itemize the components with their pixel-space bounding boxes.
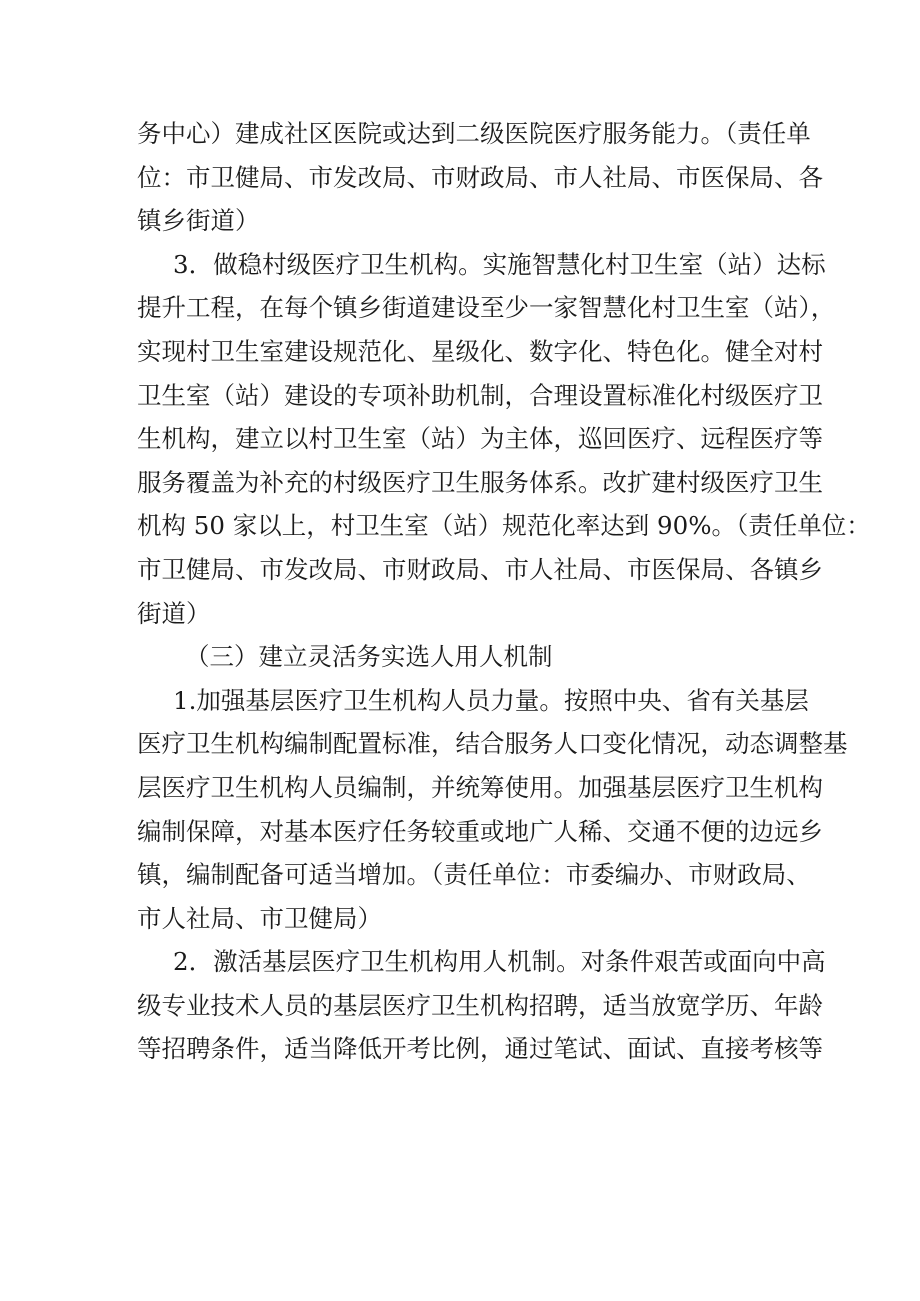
text-line: 街道） [137,598,211,628]
text-line: 生机构，建立以村卫生室（站）为主体，巡回医疗、远程医疗等 [137,424,823,454]
document-body [137,112,871,1071]
text-line: 编制保障，对基本医疗任务较重或地广人稀、交通不便的边远乡 [137,816,823,846]
paragraph-start-line: 1.加强基层医疗卫生机构人员力量。按照中央、省有关基层 [173,685,809,715]
text-line: 市卫健局、市发改局、市财政局、市人社局、市医保局、各镇乡 [137,554,823,584]
text-line: 医疗卫生机构编制配置标准，结合服务人口变化情况，动态调整基 [137,729,848,759]
paragraph-start-line: 2．激活基层医疗卫生机构用人机制。对条件艰苦或面向中高 [173,947,826,977]
text-line: 卫生室（站）建设的专项补助机制，合理设置标准化村级医疗卫 [137,380,823,410]
text-line: 机构 50 家以上，村卫生室（站）规范化率达到 90%。（责任单位： [137,511,871,541]
text-line: 市人社局、市卫健局） [137,903,382,933]
text-line: 镇，编制配备可适当增加。（责任单位：市委编办、市财政局、 [137,860,811,890]
text-line: 镇乡街道） [137,206,260,236]
text-line: 级专业技术人员的基层医疗卫生机构招聘，适当放宽学历、年龄 [137,990,823,1020]
text-line: 实现村卫生室建设规范化、星级化、数字化、特色化。健全对村 [137,336,823,366]
text-line: 服务覆盖为补充的村级医疗卫生服务体系。改扩建村级医疗卫生 [137,467,823,497]
text-line: 层医疗卫生机构人员编制，并统筹使用。加强基层医疗卫生机构 [137,772,823,802]
text-line: 务中心）建成社区医院或达到二级医院医疗服务能力。（责任单 [137,119,811,148]
paragraph-start-line: 3．做稳村级医疗卫生机构。实施智慧化村卫生室（站）达标 [173,249,826,279]
text-line: 提升工程，在每个镇乡街道建设至少一家智慧化村卫生室（站）， [137,293,836,323]
text-line: 位：市卫健局、市发改局、市财政局、市人社局、市医保局、各 [137,162,823,192]
section-heading: （三）建立灵活务实选人用人机制 [185,642,553,672]
text-line: 等招聘条件，适当降低开考比例，通过笔试、面试、直接考核等 [137,1034,823,1064]
